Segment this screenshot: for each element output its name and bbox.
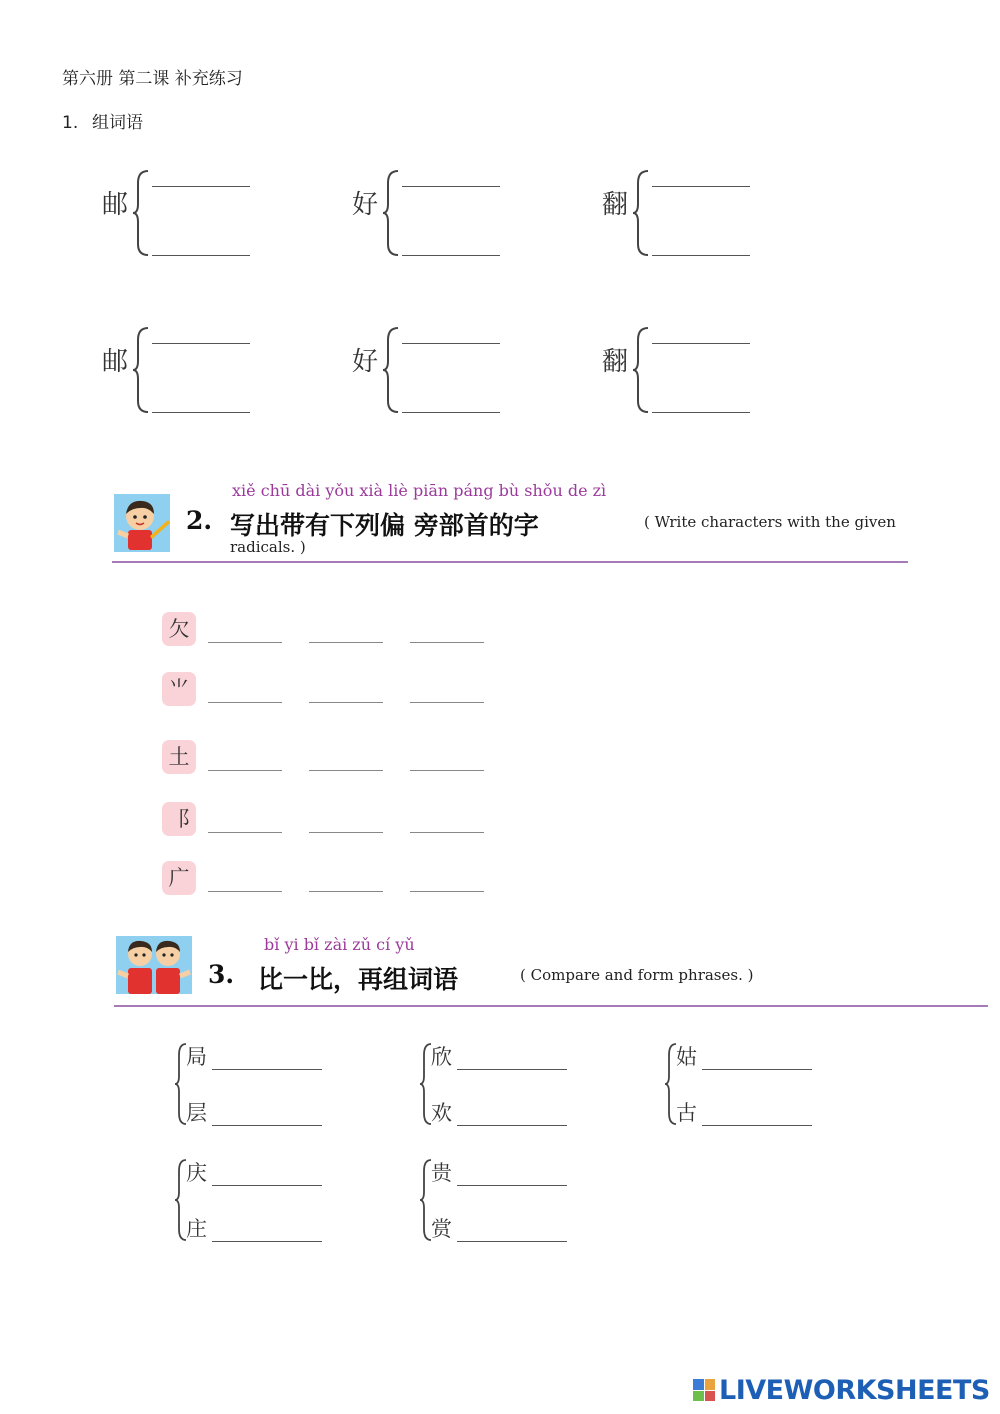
word-group-char: 邮 (102, 190, 129, 220)
answer-blank[interactable] (702, 1069, 812, 1070)
question-1-number: 1. (62, 113, 79, 133)
section-divider (112, 561, 908, 563)
question-3-english: ( Compare and form phrases. ) (520, 966, 754, 984)
word-group-char: 翻 (602, 347, 629, 377)
answer-blank[interactable] (208, 770, 282, 771)
question-2-english-line2: radicals. ) (230, 538, 306, 556)
answer-blank[interactable] (152, 255, 250, 256)
compare-char: 层 (186, 1101, 207, 1125)
radical-badge: ⻏ (162, 802, 196, 836)
answer-blank[interactable] (410, 770, 484, 771)
word-group (102, 168, 272, 268)
question-2-number: 2. (186, 506, 213, 535)
radical-row (162, 861, 502, 901)
answer-blank[interactable] (212, 1069, 322, 1070)
answer-blank[interactable] (152, 186, 250, 187)
answer-blank[interactable] (410, 642, 484, 643)
compare-char: 欣 (431, 1045, 452, 1069)
answer-blank[interactable] (309, 891, 383, 892)
compare-char: 庄 (186, 1217, 207, 1241)
answer-blank[interactable] (212, 1185, 322, 1186)
question-2-english-line1: ( Write characters with the given (644, 513, 896, 531)
compare-char: 贵 (431, 1161, 452, 1185)
answer-blank[interactable] (402, 343, 500, 344)
answer-blank[interactable] (410, 702, 484, 703)
document-title: 第六册 第二课 补充练习 (62, 69, 243, 89)
word-group (102, 325, 272, 425)
brace-icon (132, 325, 152, 415)
logo-mark-icon (693, 1379, 715, 1401)
answer-blank[interactable] (402, 255, 500, 256)
brace-icon (632, 168, 652, 258)
two-children-icon (114, 932, 194, 998)
answer-blank[interactable] (457, 1125, 567, 1126)
answer-blank[interactable] (152, 412, 250, 413)
compare-char: 局 (186, 1045, 207, 1069)
brace-icon (382, 168, 402, 258)
answer-blank[interactable] (457, 1241, 567, 1242)
answer-blank[interactable] (309, 702, 383, 703)
question-1-heading (62, 108, 143, 133)
brace-icon (632, 325, 652, 415)
radical-badge: 欠 (162, 612, 196, 646)
radical-row (162, 802, 502, 842)
word-group-char: 邮 (102, 347, 129, 377)
answer-blank[interactable] (208, 642, 282, 643)
answer-blank[interactable] (410, 832, 484, 833)
section-divider (114, 1005, 988, 1007)
radical-badge: 土 (162, 740, 196, 774)
answer-blank[interactable] (208, 832, 282, 833)
child-with-pencil-icon (112, 492, 172, 554)
question-2-title: 写出带有下列偏 旁部首的字 (230, 511, 539, 540)
question-3-title: 比一比，再组词语 (258, 965, 459, 994)
answer-blank[interactable] (212, 1125, 322, 1126)
compare-char: 欢 (431, 1101, 452, 1125)
word-group (602, 168, 772, 268)
compare-group (664, 1041, 824, 1141)
compare-group (419, 1041, 579, 1141)
answer-blank[interactable] (410, 891, 484, 892)
word-group-char: 好 (352, 347, 379, 377)
compare-char: 古 (676, 1101, 697, 1125)
compare-char: 姑 (676, 1045, 697, 1069)
radical-row (162, 740, 502, 780)
word-group (352, 325, 522, 425)
liveworksheets-logo[interactable] (693, 1374, 990, 1406)
answer-blank[interactable] (652, 412, 750, 413)
answer-blank[interactable] (208, 702, 282, 703)
radical-badge: ⺌ (162, 672, 196, 706)
compare-char: 赏 (431, 1217, 452, 1241)
compare-group (419, 1157, 579, 1257)
logo-text: LIVEWORKSHEETS (719, 1374, 990, 1406)
answer-blank[interactable] (309, 770, 383, 771)
radical-badge: 广 (162, 861, 196, 895)
question-1-title: 组词语 (92, 113, 143, 133)
question-2-pinyin: xiě chū dài yǒu xià liè piān páng bù shǒu de zì (232, 481, 607, 500)
brace-icon (132, 168, 152, 258)
answer-blank[interactable] (652, 343, 750, 344)
word-group-char: 好 (352, 190, 379, 220)
brace-icon (382, 325, 402, 415)
word-group (602, 325, 772, 425)
compare-char: 庆 (186, 1161, 207, 1185)
compare-group (174, 1041, 334, 1141)
word-group-char: 翻 (602, 190, 629, 220)
answer-blank[interactable] (457, 1185, 567, 1186)
answer-blank[interactable] (402, 186, 500, 187)
radical-row (162, 672, 502, 712)
answer-blank[interactable] (309, 832, 383, 833)
answer-blank[interactable] (652, 255, 750, 256)
compare-group (174, 1157, 334, 1257)
answer-blank[interactable] (152, 343, 250, 344)
answer-blank[interactable] (309, 642, 383, 643)
answer-blank[interactable] (212, 1241, 322, 1242)
answer-blank[interactable] (208, 891, 282, 892)
answer-blank[interactable] (457, 1069, 567, 1070)
answer-blank[interactable] (402, 412, 500, 413)
question-3-number: 3. (208, 960, 235, 989)
word-group (352, 168, 522, 268)
answer-blank[interactable] (652, 186, 750, 187)
answer-blank[interactable] (702, 1125, 812, 1126)
question-3-pinyin: bǐ yi bǐ zài zǔ cí yǔ (264, 935, 415, 954)
radical-row (162, 612, 502, 652)
